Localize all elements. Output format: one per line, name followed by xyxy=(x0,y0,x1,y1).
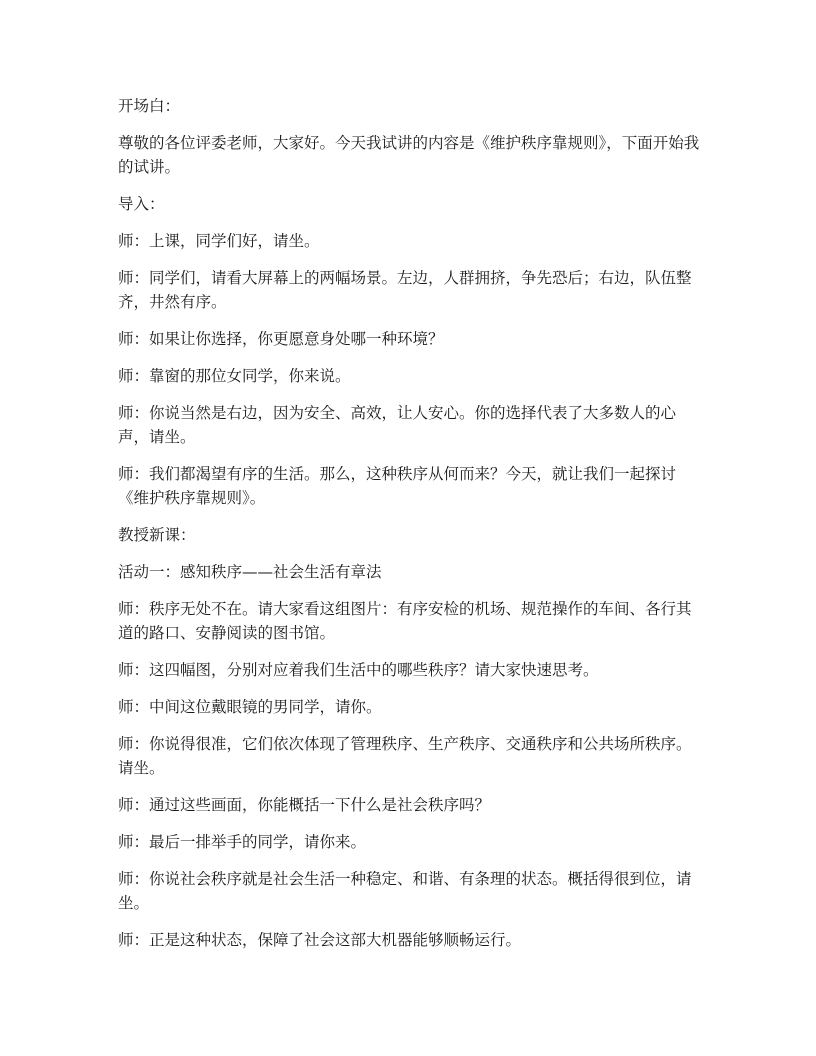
paragraph: 师：你说得很准，它们依次体现了管理秩序、生产秩序、交通秩序和公共场所秩序。请坐。 xyxy=(118,735,692,777)
paragraph: 师：我们都渴望有序的生活。那么，这种秩序从何而来？今天，就让我们一起探讨《维护秩序靠规则》。 xyxy=(118,465,677,507)
paragraph: 师：中间这位戴眼镜的男同学，请你。 xyxy=(118,698,382,716)
paragraph: 师：靠窗的那位女同学，你来说。 xyxy=(118,367,351,385)
paragraph: 尊敬的各位评委老师，大家好。今天我试讲的内容是《维护秩序靠规则》，下面开始我的试讲。 xyxy=(118,134,700,176)
paragraph: 师：正是这种状态，保障了社会这部大机器能够顺畅运行。 xyxy=(118,931,522,949)
paragraph: 师：最后一排举手的同学，请你来。 xyxy=(118,833,367,851)
section-heading-introduction: 导入： xyxy=(118,195,165,213)
paragraph: 师：你说社会秩序就是社会生活一种稳定、和谐、有条理的状态。概括得很到位，请坐。 xyxy=(118,870,692,912)
paragraph: 师：上课，同学们好，请坐。 xyxy=(118,232,320,250)
activity-heading: 活动一：感知秩序——社会生活有章法 xyxy=(118,563,382,581)
paragraph: 师：同学们，请看大屏幕上的两幅场景。左边，人群拥挤，争先恐后；右边，队伍整齐，井然有序。 xyxy=(118,269,692,311)
section-heading-new-lesson: 教授新课： xyxy=(118,526,196,544)
paragraph: 师：这四幅图，分别对应着我们生活中的哪些秩序？请大家快速思考。 xyxy=(118,661,599,679)
paragraph: 师：秩序无处不在。请大家看这组图片：有序安检的机场、规范操作的车间、各行其道的路口、安静阅读的图书馆。 xyxy=(118,600,692,642)
paragraph: 师：你说当然是右边，因为安全、高效，让人安心。你的选择代表了大多数人的心声，请坐。 xyxy=(118,404,677,446)
paragraph: 师：如果让你选择，你更愿意身处哪一种环境？ xyxy=(118,330,444,348)
section-heading-opening: 开场白： xyxy=(118,97,181,115)
paragraph: 师：通过这些画面，你能概括一下什么是社会秩序吗？ xyxy=(118,796,491,814)
document-page xyxy=(118,94,702,965)
